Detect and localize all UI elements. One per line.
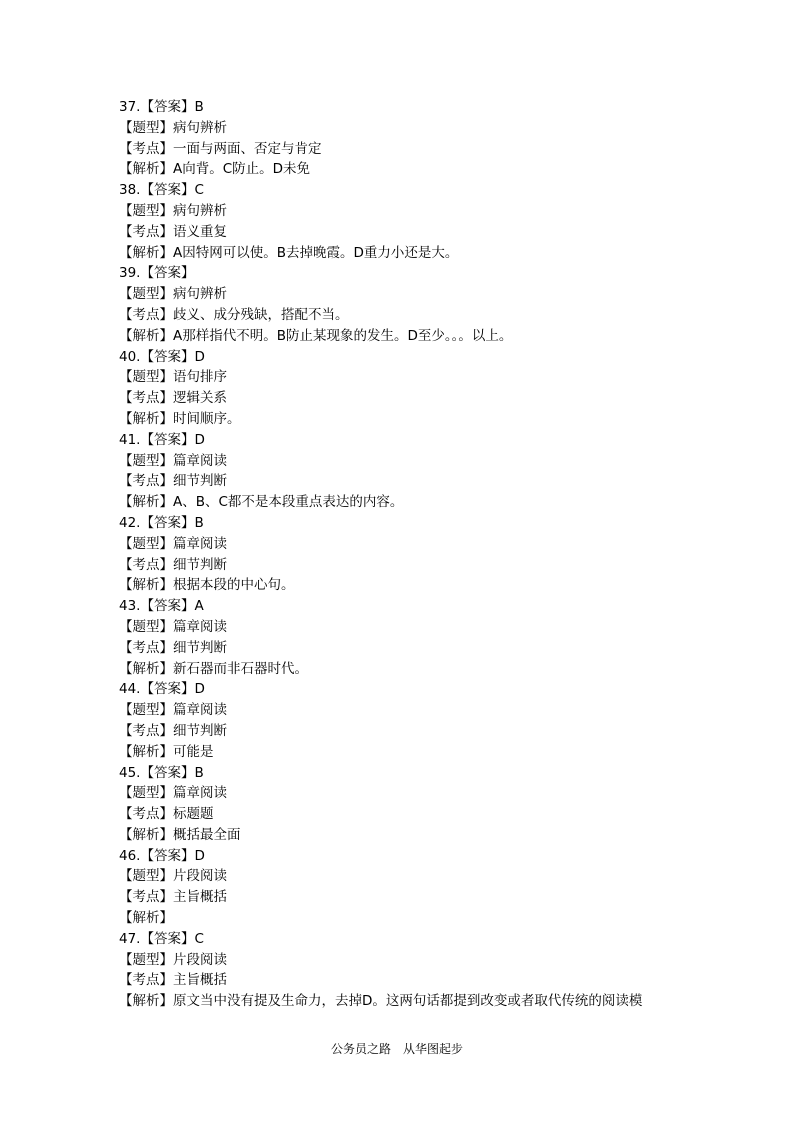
text-line: 【考点】一面与两面、否定与肯定 bbox=[119, 140, 322, 157]
text-line: 【题型】篇章阅读 bbox=[119, 702, 227, 719]
text-line: 【题型】篇章阅读 bbox=[119, 618, 227, 635]
text-line: 【解析】 bbox=[119, 910, 173, 927]
text-line: 【考点】逻辑关系 bbox=[119, 390, 227, 407]
text-line: 【考点】主旨概括 bbox=[119, 889, 227, 906]
text-line: 45.【答案】B bbox=[119, 764, 204, 781]
text-line: 【解析】概括最全面 bbox=[119, 826, 241, 843]
text-line: 【考点】细节判断 bbox=[119, 473, 227, 490]
text-line: 38.【答案】C bbox=[119, 182, 204, 199]
text-line: 40.【答案】D bbox=[119, 348, 205, 365]
text-line: 【题型】篇章阅读 bbox=[119, 785, 227, 802]
text-line: 【解析】新石器而非石器时代。 bbox=[119, 660, 308, 677]
text-line: 41.【答案】D bbox=[119, 431, 205, 448]
text-line: 【解析】原文当中没有提及生命力，去掉D。这两句话都提到改变或者取代传统的阅读模 bbox=[119, 993, 643, 1010]
text-line: 【解析】A、B、C都不是本段重点表达的内容。 bbox=[119, 494, 404, 511]
text-line: 47.【答案】C bbox=[119, 930, 204, 947]
text-line: 【题型】语句排序 bbox=[119, 369, 227, 386]
text-line: 39.【答案】 bbox=[119, 265, 195, 282]
text-line: 【解析】根据本段的中心句。 bbox=[119, 577, 295, 594]
text-line: 【题型】病句辨析 bbox=[119, 202, 227, 219]
text-line: 【考点】歧义、成分残缺，搭配不当。 bbox=[119, 306, 349, 323]
text-line: 46.【答案】D bbox=[119, 847, 205, 864]
text-line: 【考点】细节判断 bbox=[119, 722, 227, 739]
answer-key-body bbox=[119, 97, 719, 1012]
text-line: 【考点】细节判断 bbox=[119, 556, 227, 573]
text-line: 37.【答案】B bbox=[119, 99, 204, 115]
text-line: 【解析】A向背。C防止。D未免 bbox=[119, 161, 311, 178]
text-line: 【考点】主旨概括 bbox=[119, 972, 227, 989]
text-line: 【考点】标题题 bbox=[119, 806, 214, 823]
page-footer: 公务员之路 从华图起步 bbox=[330, 1042, 463, 1056]
text-line: 【解析】时间顺序。 bbox=[119, 410, 241, 427]
text-line: 43.【答案】A bbox=[119, 598, 204, 615]
text-line: 42.【答案】B bbox=[119, 514, 204, 531]
text-line: 【考点】细节判断 bbox=[119, 639, 227, 656]
text-line: 【题型】篇章阅读 bbox=[119, 452, 227, 469]
text-line: 【考点】语义重复 bbox=[119, 223, 227, 240]
text-line: 【题型】病句辨析 bbox=[119, 119, 227, 136]
text-line: 【解析】可能是 bbox=[119, 743, 214, 760]
text-line: 【题型】病句辨析 bbox=[119, 286, 227, 303]
text-line: 【题型】篇章阅读 bbox=[119, 535, 227, 552]
text-line: 44.【答案】D bbox=[119, 681, 205, 698]
text-line: 【题型】片段阅读 bbox=[119, 868, 227, 885]
text-line: 【解析】A因特网可以使。B去掉晚霞。D重力小还是大。 bbox=[119, 244, 459, 261]
text-line: 【解析】A那样指代不明。B防止某现象的发生。D至少。。。以上。 bbox=[119, 327, 513, 344]
text-line: 【题型】片段阅读 bbox=[119, 951, 227, 968]
